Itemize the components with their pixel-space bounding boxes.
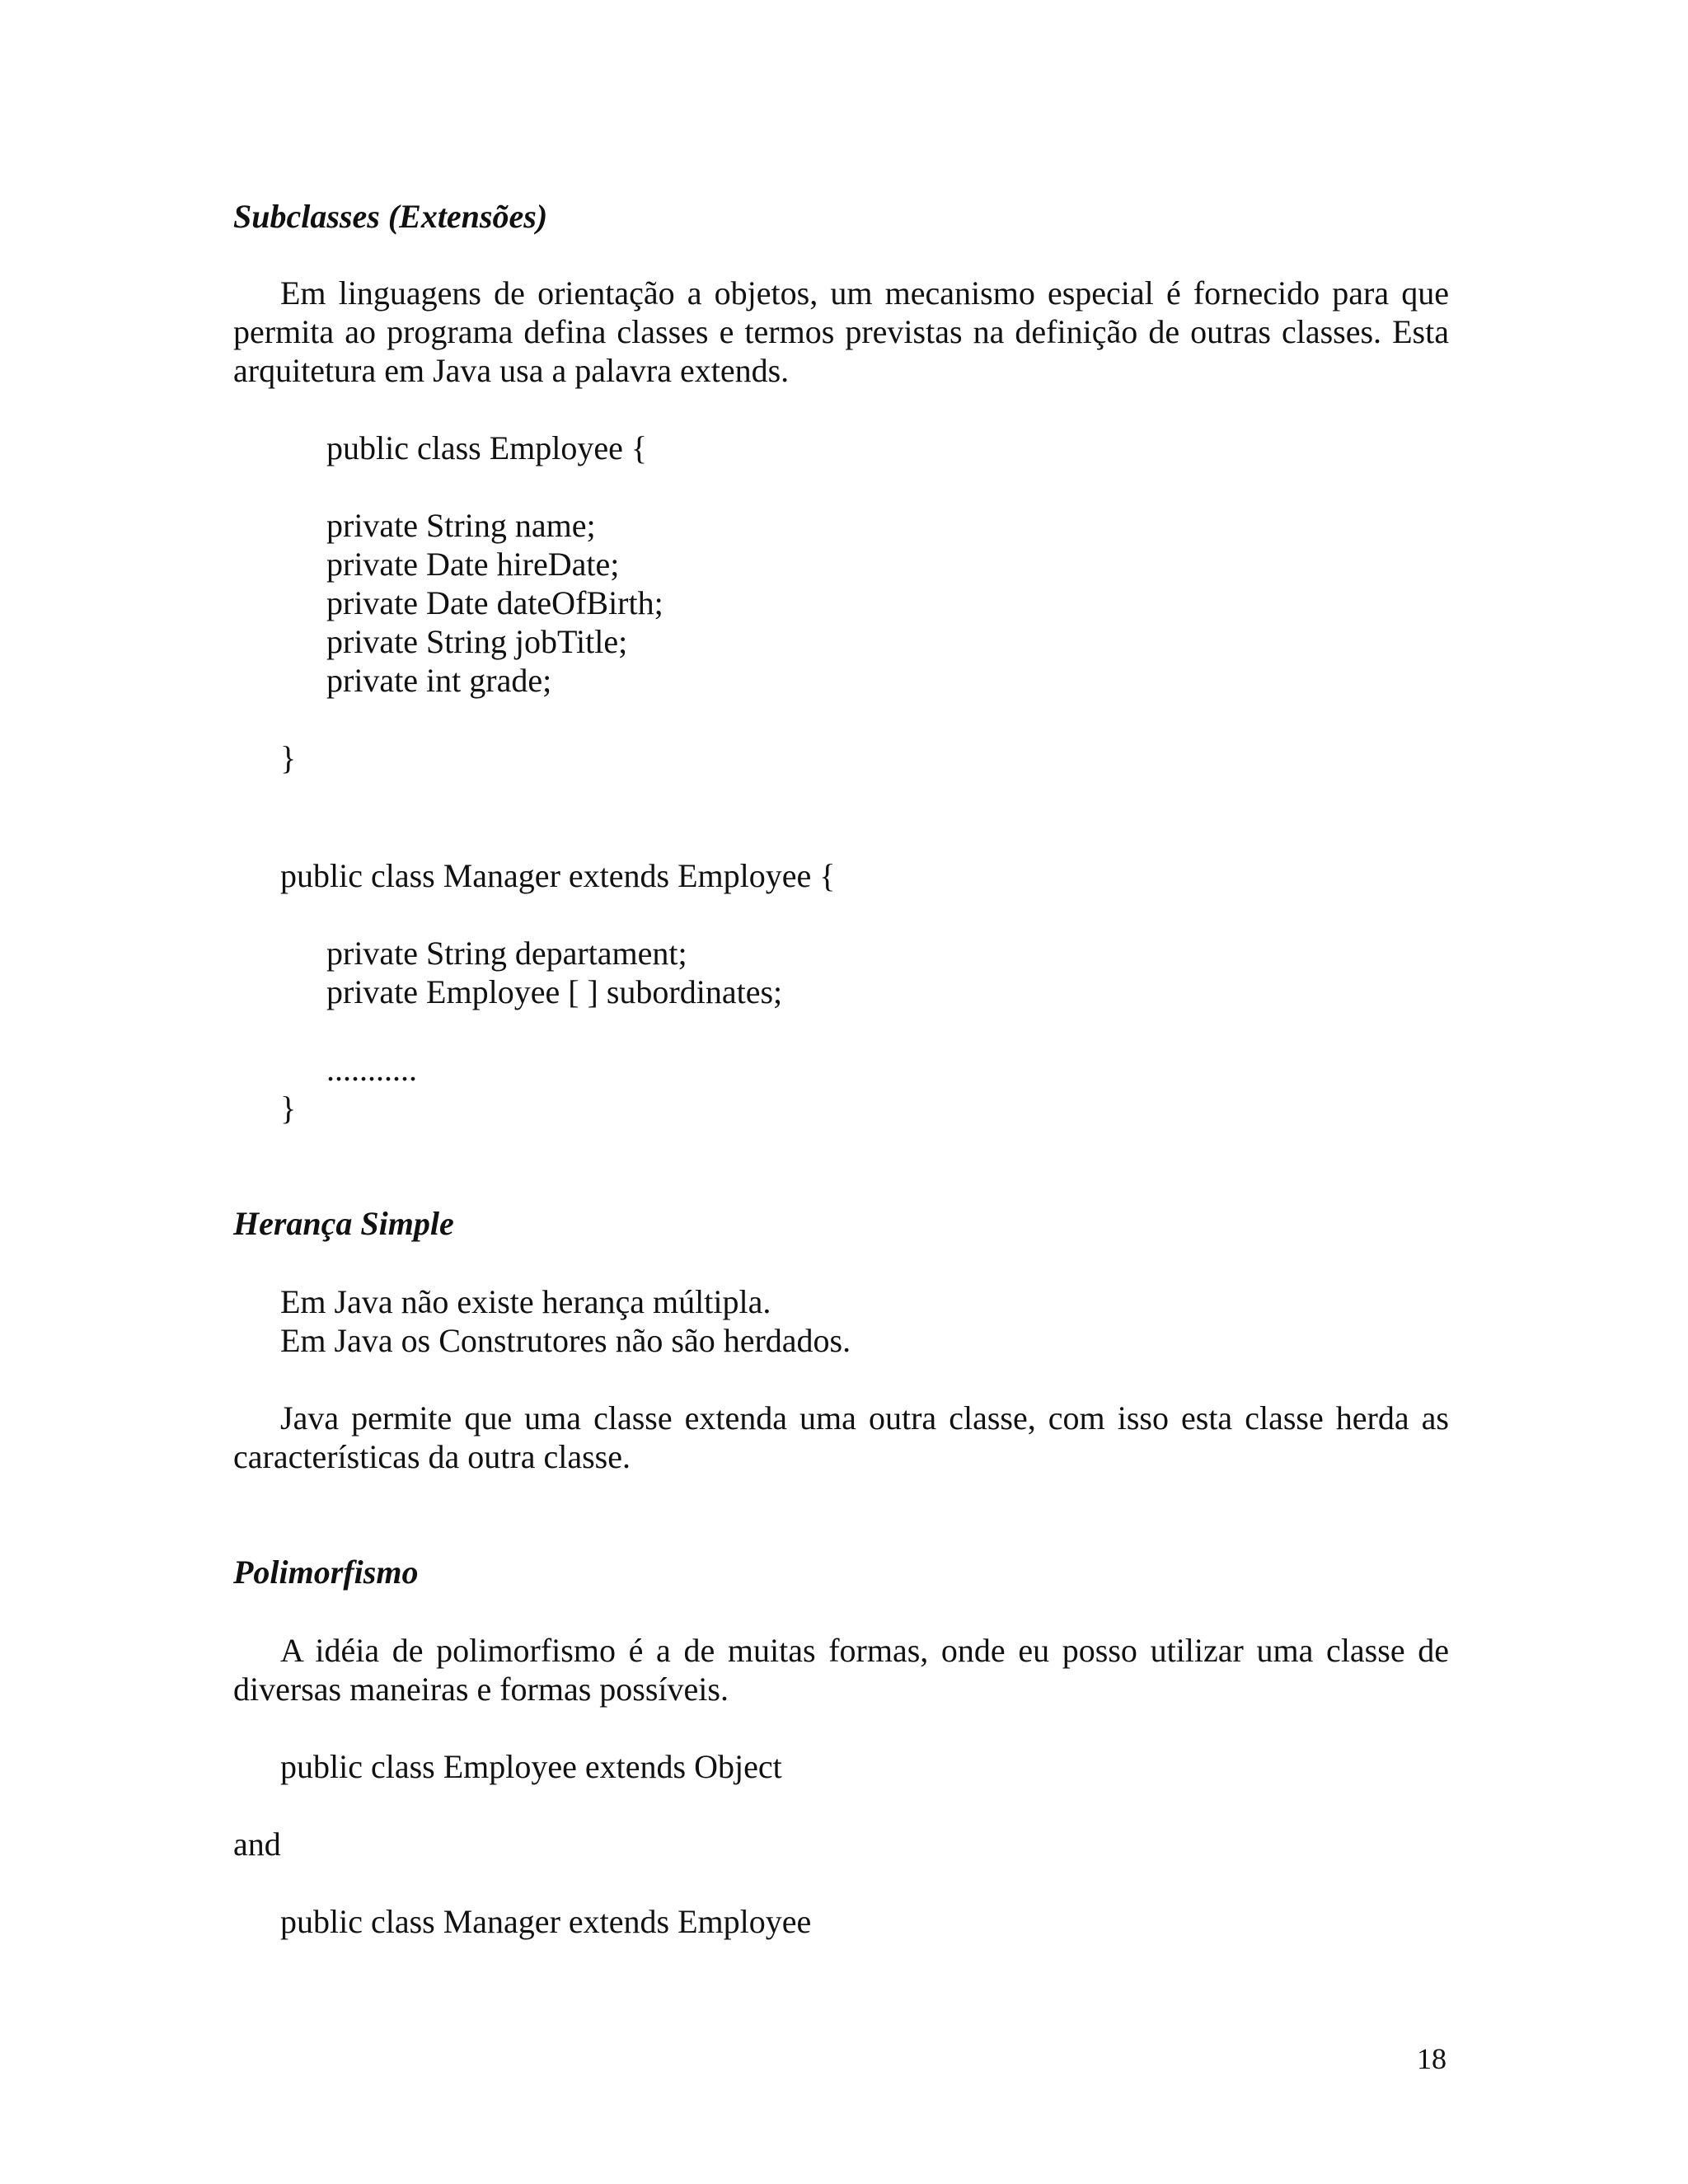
code-line: public class Employee extends Object bbox=[280, 1748, 782, 1785]
section-heading-heranca: Herança Simple bbox=[233, 1205, 454, 1242]
paragraph-line: Em Java os Construtores não são herdados. bbox=[280, 1322, 851, 1359]
paragraph-line: A idéia de polimorfismo é a de muitas formas, onde eu posso utilizar uma classe de bbox=[280, 1632, 1449, 1669]
code-line: public class Manager extends Employee bbox=[280, 1903, 812, 1940]
code-line: public class Manager extends Employee { bbox=[280, 857, 836, 894]
paragraph-line: Em Java não existe herança múltipla. bbox=[280, 1283, 771, 1320]
paragraph-line: permita ao programa defina classes e termos previstas na definição de outras classes. Esta bbox=[233, 313, 1449, 350]
paragraph-line: Em linguagens de orientação a objetos, um mecanismo especial é fornecido para que bbox=[280, 274, 1449, 312]
code-line: private int grade; bbox=[326, 662, 552, 699]
section-heading-subclasses: Subclasses (Extensões) bbox=[233, 198, 548, 235]
paragraph-line: diversas maneiras e formas possíveis. bbox=[233, 1671, 729, 1708]
code-line: private String name; bbox=[326, 507, 596, 544]
code-line: } bbox=[280, 739, 297, 776]
section-heading-polimorfismo: Polimorfismo bbox=[233, 1554, 419, 1591]
code-line: private Date hireDate; bbox=[326, 546, 620, 583]
code-line: private String jobTitle; bbox=[326, 623, 628, 660]
paragraph-line: arquitetura em Java usa a palavra extends. bbox=[233, 352, 790, 389]
paragraph-line: características da outra classe. bbox=[233, 1438, 631, 1475]
page-number: 18 bbox=[1417, 2042, 1447, 2075]
connector-text: and bbox=[233, 1825, 281, 1863]
code-line: private String departament; bbox=[326, 935, 687, 972]
code-line: } bbox=[280, 1090, 297, 1127]
code-line: ........... bbox=[326, 1051, 417, 1088]
paragraph-line: Java permite que uma classe extenda uma outra classe, com isso esta classe herda as bbox=[280, 1399, 1449, 1436]
code-line: private Date dateOfBirth; bbox=[326, 584, 663, 621]
code-line: public class Employee { bbox=[326, 429, 648, 466]
code-line: private Employee [ ] subordinates; bbox=[326, 973, 783, 1010]
